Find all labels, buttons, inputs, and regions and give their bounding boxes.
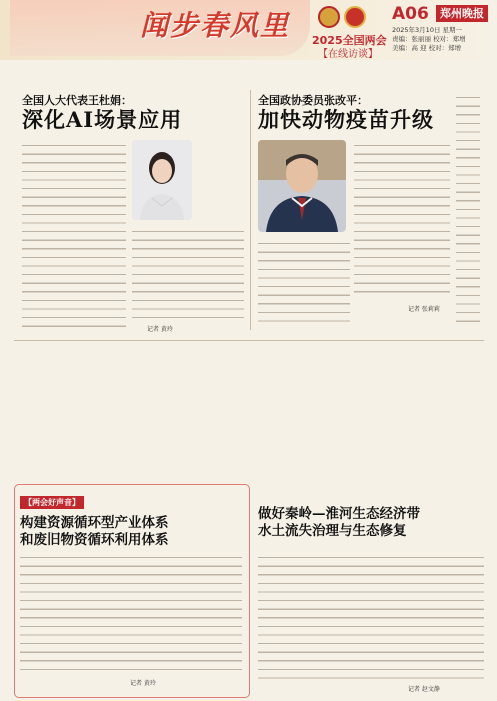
article3-body xyxy=(20,552,242,672)
date-line: 2025年3月10日 星期一 xyxy=(392,26,463,34)
article4-headline-line1: 做好秦岭—淮河生态经济带 xyxy=(258,506,420,522)
article3-headline-line1: 构建资源循环型产业体系 xyxy=(20,515,169,531)
article2-kicker: 全国政协委员张改平： xyxy=(258,94,368,107)
article4-headline-line2: 水土流失治理与生态修复 xyxy=(258,523,407,539)
article1-byline: 记者 黄玲 xyxy=(147,326,173,333)
article1-headline: 深化AI场景应用 xyxy=(22,107,183,132)
designer-line: 美编：高 迎 校对：郑增 xyxy=(392,44,462,52)
article4-byline: 记者 赵文静 xyxy=(408,686,440,693)
column-label: 【在线访谈】 xyxy=(318,49,378,60)
article4-body xyxy=(258,552,484,680)
article2-body-right xyxy=(354,140,450,300)
article3-headline-line2: 和废旧物资循环利用体系 xyxy=(20,532,169,548)
page-number: A06 xyxy=(392,4,429,24)
article-resource-recycling xyxy=(20,490,245,690)
paper-logo: 郑州晚报 xyxy=(436,5,488,22)
national-emblem-icon xyxy=(318,6,340,28)
editor-line: 责编：张丽丽 校对：郑增 xyxy=(392,35,466,43)
article2-body-left xyxy=(258,238,350,328)
article1-portrait xyxy=(132,140,192,220)
article1-body-left xyxy=(22,140,126,330)
article3-byline: 记者 黄玲 xyxy=(130,680,156,687)
banner-title: 闻步春风里 xyxy=(140,9,291,42)
article-zhang-gaiping xyxy=(258,92,480,332)
article2-body-far xyxy=(456,92,480,328)
page-meta xyxy=(392,26,466,53)
masthead xyxy=(0,0,497,60)
article2-portrait xyxy=(258,140,346,232)
year-label: 2025全国两会 xyxy=(312,34,387,47)
article2-byline: 记者 张莉莉 xyxy=(408,306,440,313)
article-qinling-huaihe xyxy=(258,506,486,696)
article2-headline: 加快动物疫苗升级 xyxy=(258,107,434,132)
article1-body-mid xyxy=(132,226,244,321)
cppcc-emblem-icon xyxy=(344,6,366,28)
article3-tag: 【两会好声音】 xyxy=(20,496,84,509)
section-divider xyxy=(14,340,484,341)
column-divider xyxy=(250,90,251,330)
article-wang-dujuan xyxy=(22,92,247,332)
article1-kicker: 全国人大代表王杜娟： xyxy=(22,94,132,107)
